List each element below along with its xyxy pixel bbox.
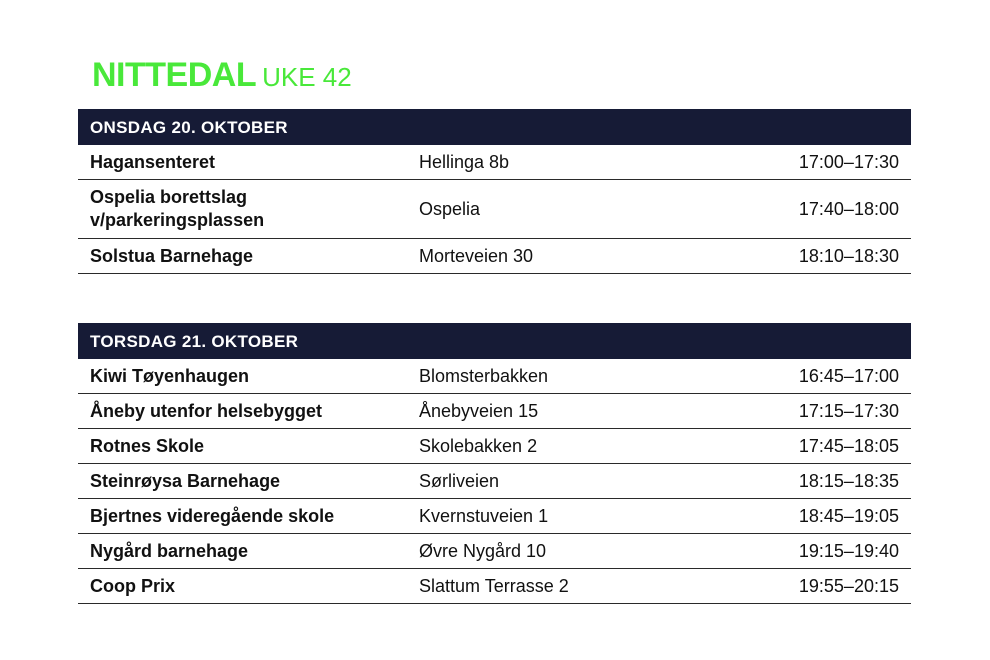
location-address: Ånebyveien 15	[419, 400, 539, 421]
location-address: Kvernstuveien 1	[419, 505, 549, 526]
table-row	[78, 359, 911, 394]
location-name: Coop Prix	[90, 575, 176, 596]
table-row	[78, 464, 911, 499]
table-row	[78, 499, 911, 534]
location-name: Steinrøysa Barnehage	[90, 470, 281, 491]
title-week: UKE 42	[262, 62, 352, 92]
location-address: Øvre Nygård 10	[419, 540, 547, 561]
table-row	[78, 394, 911, 429]
location-name: Hagansenteret	[90, 151, 216, 172]
table-row	[78, 429, 911, 464]
location-name: Nygård barnehage	[90, 540, 249, 561]
day-section-thursday	[78, 323, 911, 604]
day-section-wednesday	[78, 109, 911, 274]
location-name: Åneby utenfor helsebygget	[90, 400, 323, 421]
time-slot: 19:15–19:40	[798, 540, 899, 561]
time-slot: 18:45–19:05	[798, 505, 899, 526]
location-name: Rotnes Skole	[90, 435, 205, 456]
page-title	[92, 56, 352, 95]
table-row	[78, 180, 911, 239]
location-name: Bjertnes videregående skole	[90, 505, 335, 526]
time-slot: 18:10–18:30	[798, 245, 899, 266]
table-row	[78, 239, 911, 274]
day-header: ONSDAG 20. OKTOBER	[78, 109, 911, 145]
time-slot: 17:40–18:00	[798, 198, 899, 219]
location-name: Ospelia borettslag v/parkeringsplassen	[90, 187, 265, 230]
table-row	[78, 534, 911, 569]
location-address: Sørliveien	[419, 470, 500, 491]
location-address: Hellinga 8b	[419, 151, 510, 172]
table-row	[78, 569, 911, 604]
location-address: Morteveien 30	[419, 245, 534, 266]
location-address: Slattum Terrasse 2	[419, 575, 569, 596]
time-slot: 16:45–17:00	[798, 365, 899, 386]
day-header: TORSDAG 21. OKTOBER	[78, 323, 911, 359]
location-address: Skolebakken 2	[419, 435, 538, 456]
location-address: Blomsterbakken	[419, 365, 549, 386]
time-slot: 17:45–18:05	[798, 435, 899, 456]
location-name: Solstua Barnehage	[90, 245, 254, 266]
title-main: NITTEDAL	[92, 56, 257, 94]
table-row	[78, 145, 911, 180]
location-address: Ospelia	[419, 198, 481, 219]
time-slot: 19:55–20:15	[798, 575, 899, 596]
time-slot: 18:15–18:35	[798, 470, 899, 491]
time-slot: 17:00–17:30	[798, 151, 899, 172]
time-slot: 17:15–17:30	[798, 400, 899, 421]
location-name: Kiwi Tøyenhaugen	[90, 365, 250, 386]
